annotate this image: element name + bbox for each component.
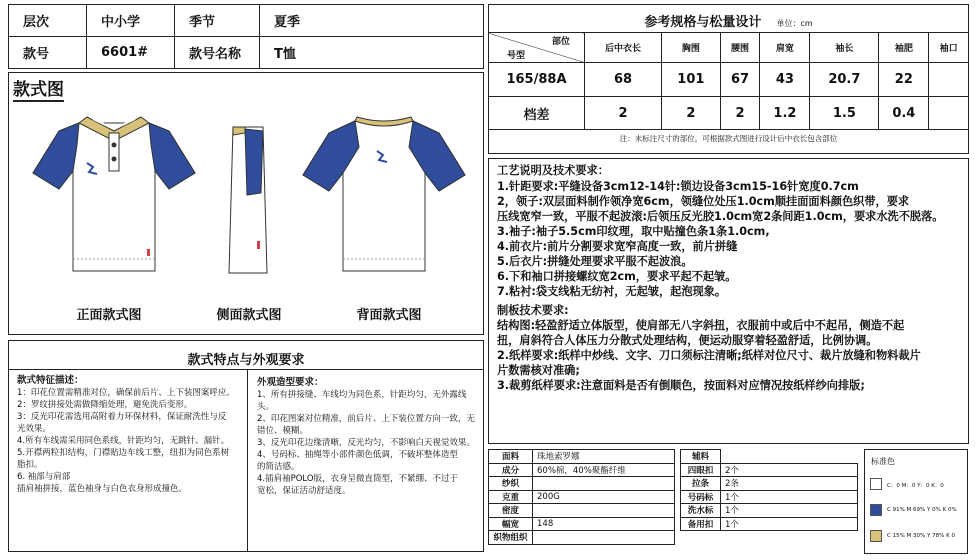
pattern-line: 2.纸样要求:纸样中炒线、文字、刀口须标注清晰;纸样对位尺寸、裁片放缝和物料裁片 <box>497 349 921 362</box>
features-right-line: 1、所有拼接缝、车线均为同色系，针距均匀，无外露线头。 <box>257 390 467 412</box>
features-left-line: 脂扣。 <box>17 460 43 470</box>
size-label: 号型 <box>507 51 526 61</box>
fabric-key: 克重 <box>489 490 533 504</box>
features-right-line: 宽松，保证活动舒适度。 <box>257 486 351 496</box>
design-title: 款式图 <box>13 75 64 102</box>
back-view-drawing <box>299 111 469 281</box>
level-label: 层次 <box>9 5 87 37</box>
process-line: 压线宽窄一致，平服不起波滚:后领压反光胶1.0cm宽2条间距1.0cm，要求水洗不脱落。 <box>497 210 944 223</box>
fabric-value: 148 <box>533 517 675 531</box>
standard-colors-panel <box>864 449 968 554</box>
pattern-line: 片数需核对准确; <box>497 364 580 377</box>
features-left-line: 插肩袖拼接，蓝色袖身与白色衣身形成撞色。 <box>17 484 188 494</box>
spec-col-header: 胸围 <box>662 33 721 63</box>
accessory-value <box>721 450 858 464</box>
accessory-key: 洗水标 <box>681 504 721 518</box>
accessory-value: 2个 <box>721 463 858 477</box>
process-line: 1.针距要求:平缝设备3cm12-14针:锁边设备3cm15-16针宽度0.7cm <box>497 180 859 193</box>
process-line: 6.下和袖口拼接螺纹宽2cm，要求平起不起皱。 <box>497 270 737 283</box>
process-line: 4.前衣片:前片分割要求宽窄高度一致，前片拼缝 <box>497 240 738 253</box>
spec-note: 注：未标注尺寸的部位，可根据款式图进行设计后中衣长包含部位 <box>619 134 838 143</box>
spec-unit: 单位：cm <box>776 19 813 28</box>
accessory-key: 辅料 <box>681 450 721 464</box>
fabric-key: 成分 <box>489 463 533 477</box>
spec-col-header: 后中衣长 <box>585 33 662 63</box>
process-line: 5.后衣片:拼缝处理要求平服不起波浪。 <box>497 255 693 268</box>
spec-cell: 2 <box>662 97 721 130</box>
table-row <box>489 63 969 97</box>
process-line: 3.袖子:袖子5.5cm印纹理，取中贴撞色条1条1.0cm, <box>497 225 770 238</box>
spec-corner-cell <box>489 33 585 63</box>
fabric-value <box>533 531 675 545</box>
side-caption: 侧面款式图 <box>216 308 282 323</box>
spec-cell: 20.7 <box>810 63 879 97</box>
features-left <box>17 375 245 495</box>
features-left-line: 3：反光印花需选用高附着力环保材料，保证耐洗性与反 <box>17 412 227 422</box>
table-row <box>681 504 858 518</box>
accessory-value: 1个 <box>721 517 858 531</box>
blue-swatch <box>870 504 882 516</box>
fabric-value: 60%棉，40%聚酯纤维 <box>533 463 675 477</box>
spec-col-header: 腰围 <box>720 33 760 63</box>
fabric-key: 幅宽 <box>489 517 533 531</box>
process-panel <box>488 158 969 444</box>
process-line: 2，领子:双层面料制作领净宽6cm，领缝位处压1.0cm顺挂面面料颜色织带，要求 <box>497 195 910 208</box>
fabric-key: 密度 <box>489 504 533 518</box>
pattern-line: 3.裁剪纸样要求:注意面料是否有倒顺色，按面料对应情况按纸样纱向排版; <box>497 379 865 392</box>
spec-cell: 0.4 <box>879 97 929 130</box>
spec-cell: 1.5 <box>810 97 879 130</box>
table-row <box>489 477 675 491</box>
fabric-value <box>533 477 675 491</box>
process-title: 工艺说明及技术要求： <box>497 164 609 177</box>
features-panel <box>8 340 484 552</box>
spec-row-label: 档差 <box>489 97 585 130</box>
accessory-key: 号码标 <box>681 490 721 504</box>
features-left-line: 2：罗纹拼接处需做降缩处理，避免洗后变形。 <box>17 400 193 410</box>
spec-cell: 101 <box>662 63 721 97</box>
gold-swatch <box>870 530 882 542</box>
white-swatch-label: C：0 M：0 Y：0 K：0 <box>887 483 944 489</box>
table-row <box>681 450 858 464</box>
process-line: 7.粘衬:袋支线粘无纺衬，无起皱，起泡现象。 <box>497 285 727 298</box>
table-row <box>489 504 675 518</box>
spec-table <box>488 32 969 130</box>
pattern-line: 结构图:轻盈舒适立体版型，使肩部无八字斜扭，衣服前中或后中不起吊，侧造不起 <box>497 319 905 332</box>
features-left-line: 4.所有车线需采用同色系线，针距均匀，无跳针、漏针。 <box>17 436 230 446</box>
features-right-line: 4.插肩袖POLO版，衣身呈微直筒型，不紧绷、不过于 <box>257 474 459 484</box>
table-row <box>489 450 675 464</box>
table-row <box>489 531 675 545</box>
table-row <box>489 97 969 130</box>
pattern-line: 扭，肩斜符合人体压力分散式处理结构，便运动服穿着轻盈舒适，比例协调。 <box>497 334 878 347</box>
front-caption: 正面款式图 <box>76 308 142 323</box>
fabric-value: 200G <box>533 490 675 504</box>
spec-cell: 2 <box>585 97 662 130</box>
features-right-line: 2、印花图案对位精准，前后片、上下装位置方向一致，无 <box>257 414 475 424</box>
blue-swatch-label: C 91% M 69% Y 0% K 0% <box>887 507 957 513</box>
features-right-line: 3、反光印花边缘清晰，反光均匀，不影响白天视觉效果。 <box>257 438 475 448</box>
design-drawing-panel <box>8 72 484 335</box>
white-swatch <box>870 478 882 490</box>
features-right-line: 的简洁感。 <box>257 462 300 472</box>
table-row <box>681 517 858 531</box>
spec-row-label: 165/88A <box>489 63 585 97</box>
spec-cell <box>929 63 969 97</box>
spec-cell: 67 <box>720 63 760 97</box>
features-left-line: 5.开襟两粒扣结构，门襟贴边车线工整，纽扣为同色系树 <box>17 448 230 458</box>
spec-cell: 43 <box>760 63 810 97</box>
spec-cell: 22 <box>879 63 929 97</box>
spec-cell <box>929 97 969 130</box>
season-label: 季节 <box>175 5 260 37</box>
fabric-value <box>533 504 675 518</box>
table-row <box>681 463 858 477</box>
spec-col-header: 袖长 <box>810 33 879 63</box>
fabric-table <box>488 449 675 545</box>
process-lines <box>497 179 943 299</box>
accessory-value: 1个 <box>721 504 858 518</box>
accessory-key: 备用扣 <box>681 517 721 531</box>
style-name-value: T恤 <box>260 37 484 69</box>
fabric-key: 面料 <box>489 450 533 464</box>
spec-col-header: 袖肥 <box>879 33 929 63</box>
colors-title: 标准色 <box>871 457 895 466</box>
info-table <box>8 4 484 69</box>
accessory-key: 四眼扣 <box>681 463 721 477</box>
table-row <box>489 463 675 477</box>
accessories-table <box>680 449 858 531</box>
season-value: 夏季 <box>260 5 484 37</box>
part-label: 部位 <box>551 37 570 47</box>
features-right-line: 错位、模糊。 <box>257 426 309 436</box>
accessory-value: 1个 <box>721 490 858 504</box>
features-right-title: 外观造型要求： <box>257 377 324 388</box>
level-value: 中小学 <box>87 5 175 37</box>
side-view-drawing <box>223 123 273 283</box>
features-right <box>257 377 481 497</box>
accessory-key: 拉条 <box>681 477 721 491</box>
style-no-label: 款号 <box>9 37 87 69</box>
features-title: 款式特点与外观要求 <box>187 353 305 368</box>
spec-cell: 2 <box>720 97 760 130</box>
features-right-line: 4、号码标、抽绳等小部件颜色低调，不破坏整体造型 <box>257 450 458 460</box>
spec-col-header: 肩宽 <box>760 33 810 63</box>
features-left-line: 光效果。 <box>17 424 52 434</box>
table-row <box>489 517 675 531</box>
table-row <box>489 490 675 504</box>
features-left-line: 1：印花位置需精准对位，确保前后片、上下装图案呼应。 <box>17 388 235 398</box>
front-view-drawing <box>29 111 199 281</box>
pattern-lines <box>497 318 921 393</box>
spec-title: 参考规格与松量设计 <box>644 15 762 30</box>
table-row <box>681 477 858 491</box>
features-left-title: 款式特征描述： <box>17 375 84 386</box>
style-name-label: 款号名称 <box>175 37 260 69</box>
table-row <box>681 490 858 504</box>
spec-panel <box>488 4 969 154</box>
back-caption: 背面款式图 <box>356 308 422 323</box>
spec-header <box>489 11 968 30</box>
spec-cell: 1.2 <box>760 97 810 130</box>
spec-cell: 68 <box>585 63 662 97</box>
gold-swatch-label: C 15% M 30% Y 78% K 0 <box>887 533 955 539</box>
fabric-value: 珠地索罗娜 <box>533 450 675 464</box>
pattern-title: 制板技术要求: <box>497 304 569 317</box>
spec-col-header: 袖口 <box>929 33 969 63</box>
accessory-value: 2条 <box>721 477 858 491</box>
features-left-line: 6. 袖部与肩部 <box>17 472 71 482</box>
fabric-key: 织物组织 <box>489 531 533 545</box>
style-no-value: 6601# <box>87 37 175 69</box>
fabric-key: 纱织 <box>489 477 533 491</box>
